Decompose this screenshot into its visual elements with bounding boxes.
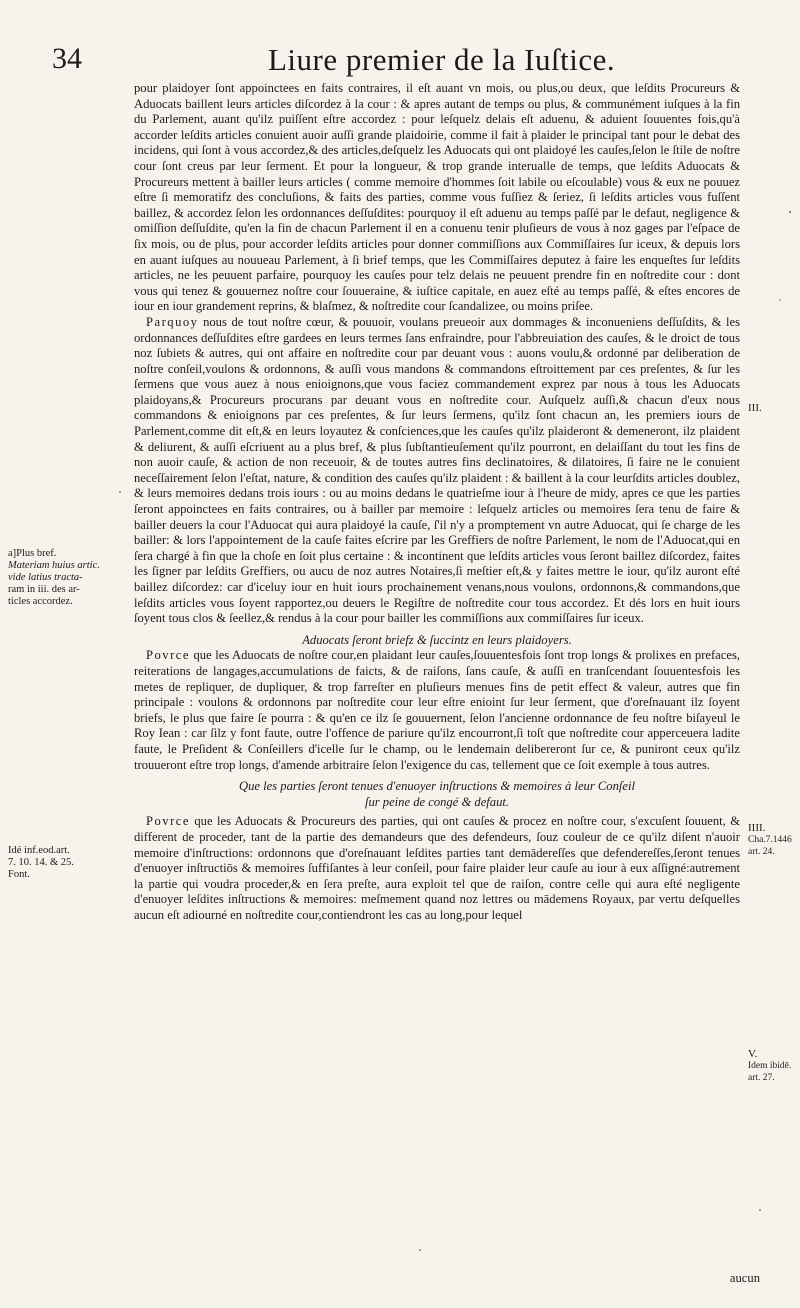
running-title: Liure premier de la Iuſtice. [268,42,616,77]
section-initial-word: Parquoy [146,314,199,329]
section-initial-word: Povrce [146,814,190,829]
section-initial-word: Povrce [146,648,190,663]
paragraph-text: que les Aduocats de noſtre cour,en plaidant leur cauſes,ſouuentesfois ſont trop longs & prolixes en prefaces, reiterations de langages,accumulations de faicts, & de raiſons, ſans cauſe, & auſſi en tranſcendant ſouuentesfois les metes de repliquer, de dupliquer, & trop farreſter en pluſieurs menues fins de petit effect & valeur, autres que fin principale : voulons & ordonnons par noſtredite cour leur eſtre enioint ſur leur ſerment, que d'oreſnauant ilz ſoyent briefs, le plus que faire ſe pourra : & qu'en ce ilz ſe gouuernent, ſelon l'ancienne ordonnance de feu noſtre biſayeul le Roy Iean : car ſilz y font faute, outre l'offence de pariure qu'ilz encourront,ſi toſt que noſtredite cour apperceuera ladite faute, le Preſident & Conſeillers d'icelle ſur le champ, ou le lendemain delibereront ſur ce, & puniront ceux qu'ilz trouueront eſtre trop longs, d'amende arbitraire ſelon l'exigence du cas, tellement que ce ſoit exemple à tous autres. [134,648,740,772]
paragraph-continuation: pour plaidoyer ſont appoinctees en faits contraires, il eſt auant vn mois, ou plus,ou deux, que leſdits Procureurs & Aduocats baillent leurs articles diſcordez à la cour : & apres autant de temps ou plus, & communément iuſques à la fin du Parlement, auant qu'ilz puiſſent eſtre accordez : pour leſquelz delais eſt aduenu, & aduient ſouuentes fois,qu'à accorder leſdits articles conuient auoir auſſi grande plaidoirie, comme il fait à plaider le principal tant pour le debat des incidens, qui ſont à vous accordez,& des articles,deſquelz les Aduocats qui ont plaidoyé les cauſes,ſelon le ſtile de noſtre cour ſont creus par leur ſerment. Et pour la longueur, & trop grande interualle de temps, que leſdits Aduocats & Procureurs mettent à bailler leurs articles ( comme memoire d'hommes ſoit labile ou eſcoulable) vous & eux ne pouuez eſtre ſi memoratifz des concluſions, & faits des parties, comme vous fuſſiez & ſeriez, ſi leſdits articles vous fuſſent baillez, & accordez ſelon les ordonnances deſſuſdites: pourquoy il eſt aduenu au temps paſſé par le defaut, negligence & omiſſion deſſuſdite, qu'en la fin de chacun Parlement il en a conuenu tenir pluſieurs de vous à noz gages par l'eſpace de ſix mois, ou de plus, pour accorder leſdits articles pour donner commiſſions aux Commiſſaires ſur iceux, & depuis lors en auant iuſques au nouueau Parlement, à ſi brief temps, que les Commiſſaires deputez à faire les enqueſtes ſur leſdits articles, ne les peuuent parfaire, pourquoy les cauſes pour telz delais ne peuuent prendre fin en noſtredite cour : dont vous qui tenez & gouuernez noſtre cour ſouueraine, & iuſtice capitale, en auez eſté au temps paſſé, & eſtes encores de iour en iour grandement reprins, & blaſmez, & noſtredite cour ſcandalizee, ou moins priſee. [134,81,740,314]
margin-note-article-v: V. [748,1048,758,1060]
page-number: 34 [52,42,82,75]
margin-note-idem: Idem ibidē. [748,1061,792,1071]
margin-note-line: ticles accordez. [8,596,73,607]
margin-note-line: a]Plus bref. [8,548,57,559]
catchword: aucun [729,1271,760,1285]
section-heading: Aduocats ſeront briefz & ſuccintz en leurs plaidoyers. [302,632,572,647]
margin-note-cha: Cha.7.1446 [748,835,792,845]
section-heading: ſur peine de congé & defaut. [364,794,510,809]
margin-note-line: 7. 10. 14. & 25. [8,857,74,868]
paragraph-text: que les Aduocats & Procureurs des parties, qui ont cauſes & procez en noſtre cour, s'excuſent ſouuent, & different de proceder, tant de la partie des demandeurs que des defendeurs, ſouz couleur de ce qu'ilz diſent n'auoir memoire d'inſtructions: ordonnons que d'oreſnauant leſdites parties tant demādereſſes que defendereſſes,ſeront tenues d'enuoyer inſtructiōs & memoires ſuffiſantes à leur conſeil, pour faire plaider leur cauſe au iour à eux aſſigné:autrement la partie qui voudra proceder,& en ſera preſte, aura exploit tel que de raiſon, contre celle qui aura eſté negligente d'enuoyer leſdites inſtructions & memoires: meſmement quand noz lettres ou mādemens Royaux, par vertu deſquelles aucun eſt adiourné en noſtredite cour,contiendront les cas au long,pour lequel [134,814,740,922]
margin-note-line: Font. [8,869,30,880]
margin-note-art-27: art. 27. [748,1073,775,1083]
margin-note-article-iii: III. [748,402,762,414]
section-heading: Que les parties ſeront tenues d'enuoyer inſtructions & memoires à leur Conſeil [239,779,635,794]
margin-note-article-iiii: IIII. [748,822,766,834]
margin-note-line: ram in iii. des ar- [8,584,80,595]
margin-note-line: Materiam huius artic. [8,560,100,571]
margin-note-line: Idé inf.eod.art. [8,845,70,856]
paragraph-text: nous de tout noſtre cœur, & pouuoir, voulans preueoir aux dommages & inconueniens deſſuſdits, & les ordonnances deſſuſdites eſtre gardees en leurs termes ſans enfraindre, pour l'abbreuiation des cauſes, & le droict de tous noz ſubiets & autres, qui ont affaire en noſtredite cour par deuant vous : auons voulu,& ordonné par deliberation de noſtre conſeil,voulons & ordonnons, & auſſi vous mandons & commandons eſtroittement par ces preſentes, & ſur les ſermens que vous auez à nous enioignons,que vous faciez commandement exprez par nous à tous les Aduocats plaidoyans,& Procureurs procurans par deuant vous en noſtredite cour. Auſquelz auſſi,& chacun d'eux nous commandons & enioignons par ces preſentes, & ſur leurs ſermens, qu'ilz ſont chacun an, les premiers iours de Parlement,comme dit eſt,& en leurs loyautez & conſciences,que les cauſes qu'ilz plaideront & demeneront, ilz plaident & deliurent, & auſſi eſcriuent au a plus bref, & plus ſubſtantieuſement qu'ilz pourront, en delaiſſant du tout les fins de non auoir cauſe, & action de non receuoir, & de toutes autres fins declinatoires, & dilatoires, ſi faire ne le conuient neceſſairement ſelon l'eſtat, nature, & condition des cauſes qu'ilz plaident : & baillent à la cour leurſdits articles doublez, & leurs memoires dedans trois iours : ou au moins dedans le quatrieſme iour à l'heure de midy, apres ce que les parties ſeront appoinctees en faits contraires, ou à bailler par memoire : leſquelz articles ou memoires ſera tenu de faire & bailler deuers la cour l'Aduocat qui aura plaidoyé la cauſe, ſ'il n'y a promptement vn autre Aduocat, qui ſe charge de les bailler: & lors l'appointement de la cauſe faites eſcrire par les Greffiers de noſtre Parlement, le nom de l'Aduocat,qui en ſera chargé à fin que la choſe en ſoit plus certaine : & incontinent que leſdits articles vous ſeront baillez diſcordez, faites les ſigner par leſdits Greffiers, ou aucu de noz autres Notaires,ſi meſtier eſt,& y faites mettre le iour, qu'ilz auront eſté baillez diſcordez: car d'iceluy iour en huit iours prochainement venans,nous voulons, ordonnons,& commandons,que leſdits articles vous ſoyent rapportez,ou deuers le Regiſtre de noſtredite cour tous accordez. Et dés lors en huit iours ſoyent tous clos & ſeellez,& rendus à la cour pour bailler les commiſſions aux commiſſaires ſur iceux. [134,314,740,626]
margin-note-line: vide latius tracta- [8,572,83,583]
margin-note-art-24: art. 24. [748,847,775,857]
